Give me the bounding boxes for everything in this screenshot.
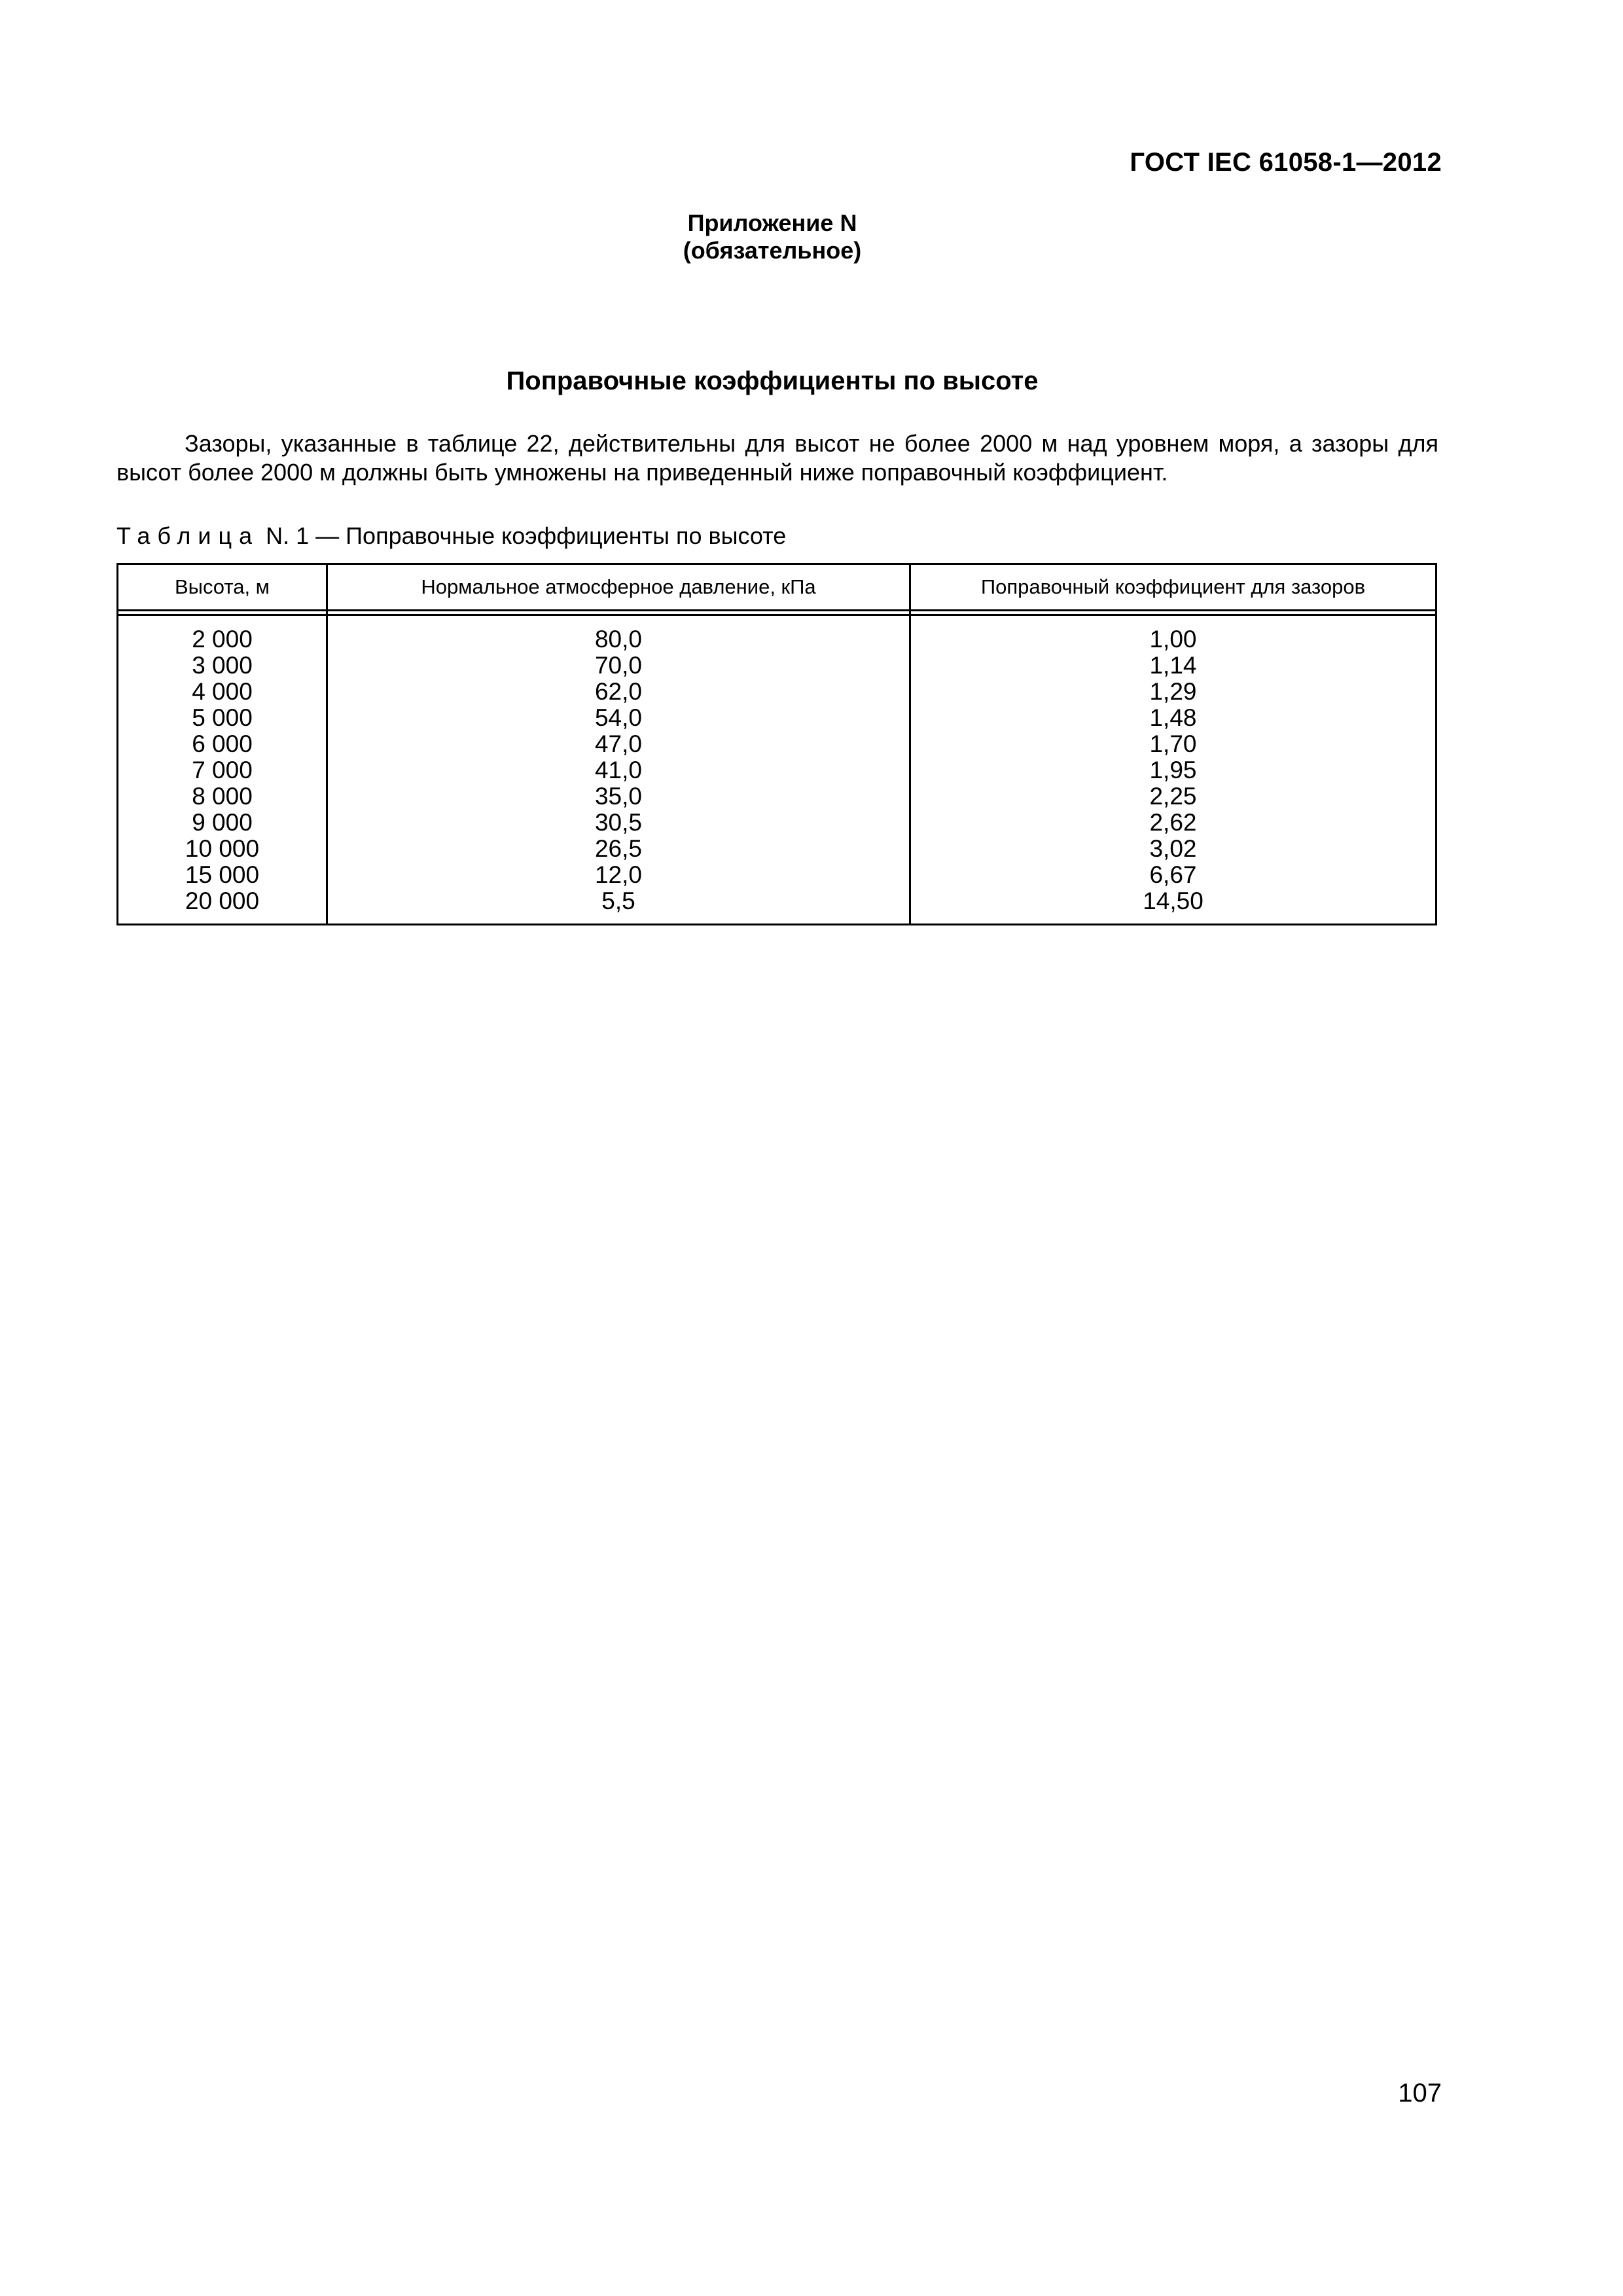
section-title: Поправочные коэффициенты по высоте — [506, 367, 1039, 395]
altitude-cell: 10 000 — [185, 835, 260, 862]
correction-factors-table — [116, 563, 1437, 925]
correction-factor-cell: 1,14 — [1149, 652, 1197, 679]
correction-factor-cell: 1,70 — [1149, 730, 1197, 757]
table-caption-label: Таблица — [116, 522, 260, 549]
altitude-cell: 6 000 — [192, 730, 253, 757]
correction-factor-cell: 1,29 — [1149, 678, 1197, 705]
correction-factor-cell: 1,00 — [1149, 626, 1197, 653]
correction-factor-cell: 2,62 — [1149, 809, 1197, 836]
pressure-cell: 62,0 — [594, 678, 642, 705]
pressure-cell: 5,5 — [601, 888, 635, 914]
table-caption-text: N. 1 — Поправочные коэффициенты по высоте — [259, 522, 787, 549]
pressure-cell: 30,5 — [594, 809, 642, 836]
altitude-cell: 7 000 — [192, 757, 253, 783]
table-caption — [116, 522, 786, 550]
altitude-cell: 5 000 — [192, 704, 253, 731]
appendix-status: (обязательное) — [683, 237, 862, 264]
header-altitude: Высота, м — [175, 575, 270, 598]
pressure-cell: 54,0 — [594, 704, 642, 731]
pressure-cell: 41,0 — [594, 757, 642, 783]
altitude-cell: 15 000 — [185, 861, 260, 888]
pressure-cell: 35,0 — [594, 783, 642, 810]
pressure-column — [328, 626, 909, 914]
correction-factor-cell: 6,67 — [1149, 861, 1197, 888]
altitude-column — [118, 626, 326, 914]
pressure-cell: 80,0 — [594, 626, 642, 653]
correction-factor-cell: 3,02 — [1149, 835, 1197, 862]
altitude-cell: 20 000 — [185, 888, 260, 914]
altitude-cell: 8 000 — [192, 783, 253, 810]
correction-factor-cell: 2,25 — [1149, 783, 1197, 810]
header-divider — [118, 609, 1435, 611]
document-code: ГОСТ IEC 61058-1—2012 — [1130, 148, 1442, 177]
page-number: 107 — [1398, 2079, 1442, 2108]
header-divider — [118, 614, 1435, 616]
correction-factor-column — [911, 626, 1435, 914]
altitude-cell: 3 000 — [192, 652, 253, 679]
altitude-cell: 4 000 — [192, 678, 253, 705]
altitude-cell: 9 000 — [192, 809, 253, 836]
appendix-title: Приложение N — [687, 209, 857, 236]
appendix-heading — [0, 209, 1544, 264]
pressure-cell: 70,0 — [594, 652, 642, 679]
pressure-cell: 26,5 — [594, 835, 642, 862]
altitude-cell: 2 000 — [192, 626, 253, 653]
header-correction-factor: Поправочный коэффициент для зазоров — [980, 575, 1366, 598]
pressure-cell: 12,0 — [594, 861, 642, 888]
correction-factor-cell: 14,50 — [1143, 888, 1204, 914]
correction-factor-cell: 1,95 — [1149, 757, 1197, 783]
correction-factor-cell: 1,48 — [1149, 704, 1197, 731]
header-pressure: Нормальное атмосферное давление, кПа — [421, 575, 816, 598]
pressure-cell: 47,0 — [594, 730, 642, 757]
body-paragraph: Зазоры, указанные в таблице 22, действительны для высот не более 2000 м над уровнем моря, а зазоры для высот более 2000 м должны быть умножены на приведенный ниже поправочный коэффициент. — [116, 430, 1438, 486]
